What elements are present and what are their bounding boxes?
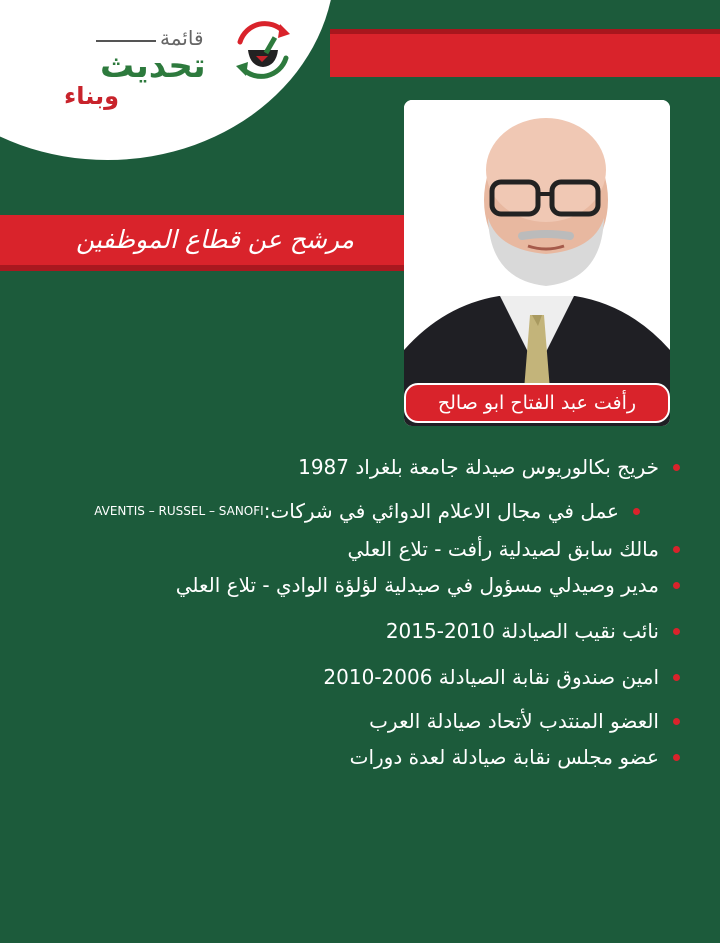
bio-item-text: خريج بكالوريوس صيدلة جامعة بلغراد 1987 (298, 455, 659, 479)
bullet-dot (673, 718, 680, 725)
bio-item-text: عضو مجلس نقابة صيادلة لعدة دورات (349, 745, 659, 769)
bio-item (350, 745, 680, 769)
bio-item (386, 619, 680, 643)
bio-item (176, 573, 680, 597)
bullet-dot (673, 754, 680, 761)
top-stripe-shadow (330, 29, 720, 34)
logo-line-2: تحديث (100, 46, 206, 86)
bio-item-text: مالك سابق لصيدلية رأفت - تلاع العلي (347, 537, 659, 561)
logo-line-1: قائمة (160, 26, 204, 50)
bio-item-text: العضو المنتدب لأتحاد صيادلة العرب (369, 709, 659, 733)
bullet-dot (673, 546, 680, 553)
bullet-dot (673, 674, 680, 681)
bio-item-text: نائب نقيب الصيادلة 2010-2015 (385, 619, 659, 643)
bio-item-text: امين صندوق نقابة الصيادلة 2006-2010 (323, 665, 659, 689)
portrait-image (404, 100, 670, 426)
bullet-dot (633, 508, 640, 515)
bio-item (94, 499, 640, 523)
candidate-banner-text: مرشح عن قطاع الموظفين (75, 225, 355, 254)
bullet-dot (673, 582, 680, 589)
bullet-dot (673, 628, 680, 635)
top-red-stripe (330, 29, 720, 77)
candidate-photo (404, 100, 670, 426)
candidate-banner-shadow (0, 265, 404, 271)
pharmacy-mortar-icon (228, 14, 298, 84)
bio-item-text: عمل في مجال الاعلام الدوائي في شركات: (263, 499, 619, 523)
logo-line-3: وبناء (64, 82, 120, 110)
bio-item (323, 665, 680, 689)
bio-item-companies: AVENTIS – RUSSEL – SANOFI (94, 504, 264, 518)
logo-divider-line (96, 40, 156, 42)
bio-item (298, 455, 680, 479)
candidate-name: رأفت عبد الفتاح ابو صالح (404, 383, 670, 423)
bio-item (369, 709, 680, 733)
bio-item-text: مدير وصيدلي مسؤول في صيدلية لؤلؤة الوادي - تلاع العلي (175, 573, 659, 597)
bullet-dot (673, 464, 680, 471)
bio-item (348, 537, 680, 561)
